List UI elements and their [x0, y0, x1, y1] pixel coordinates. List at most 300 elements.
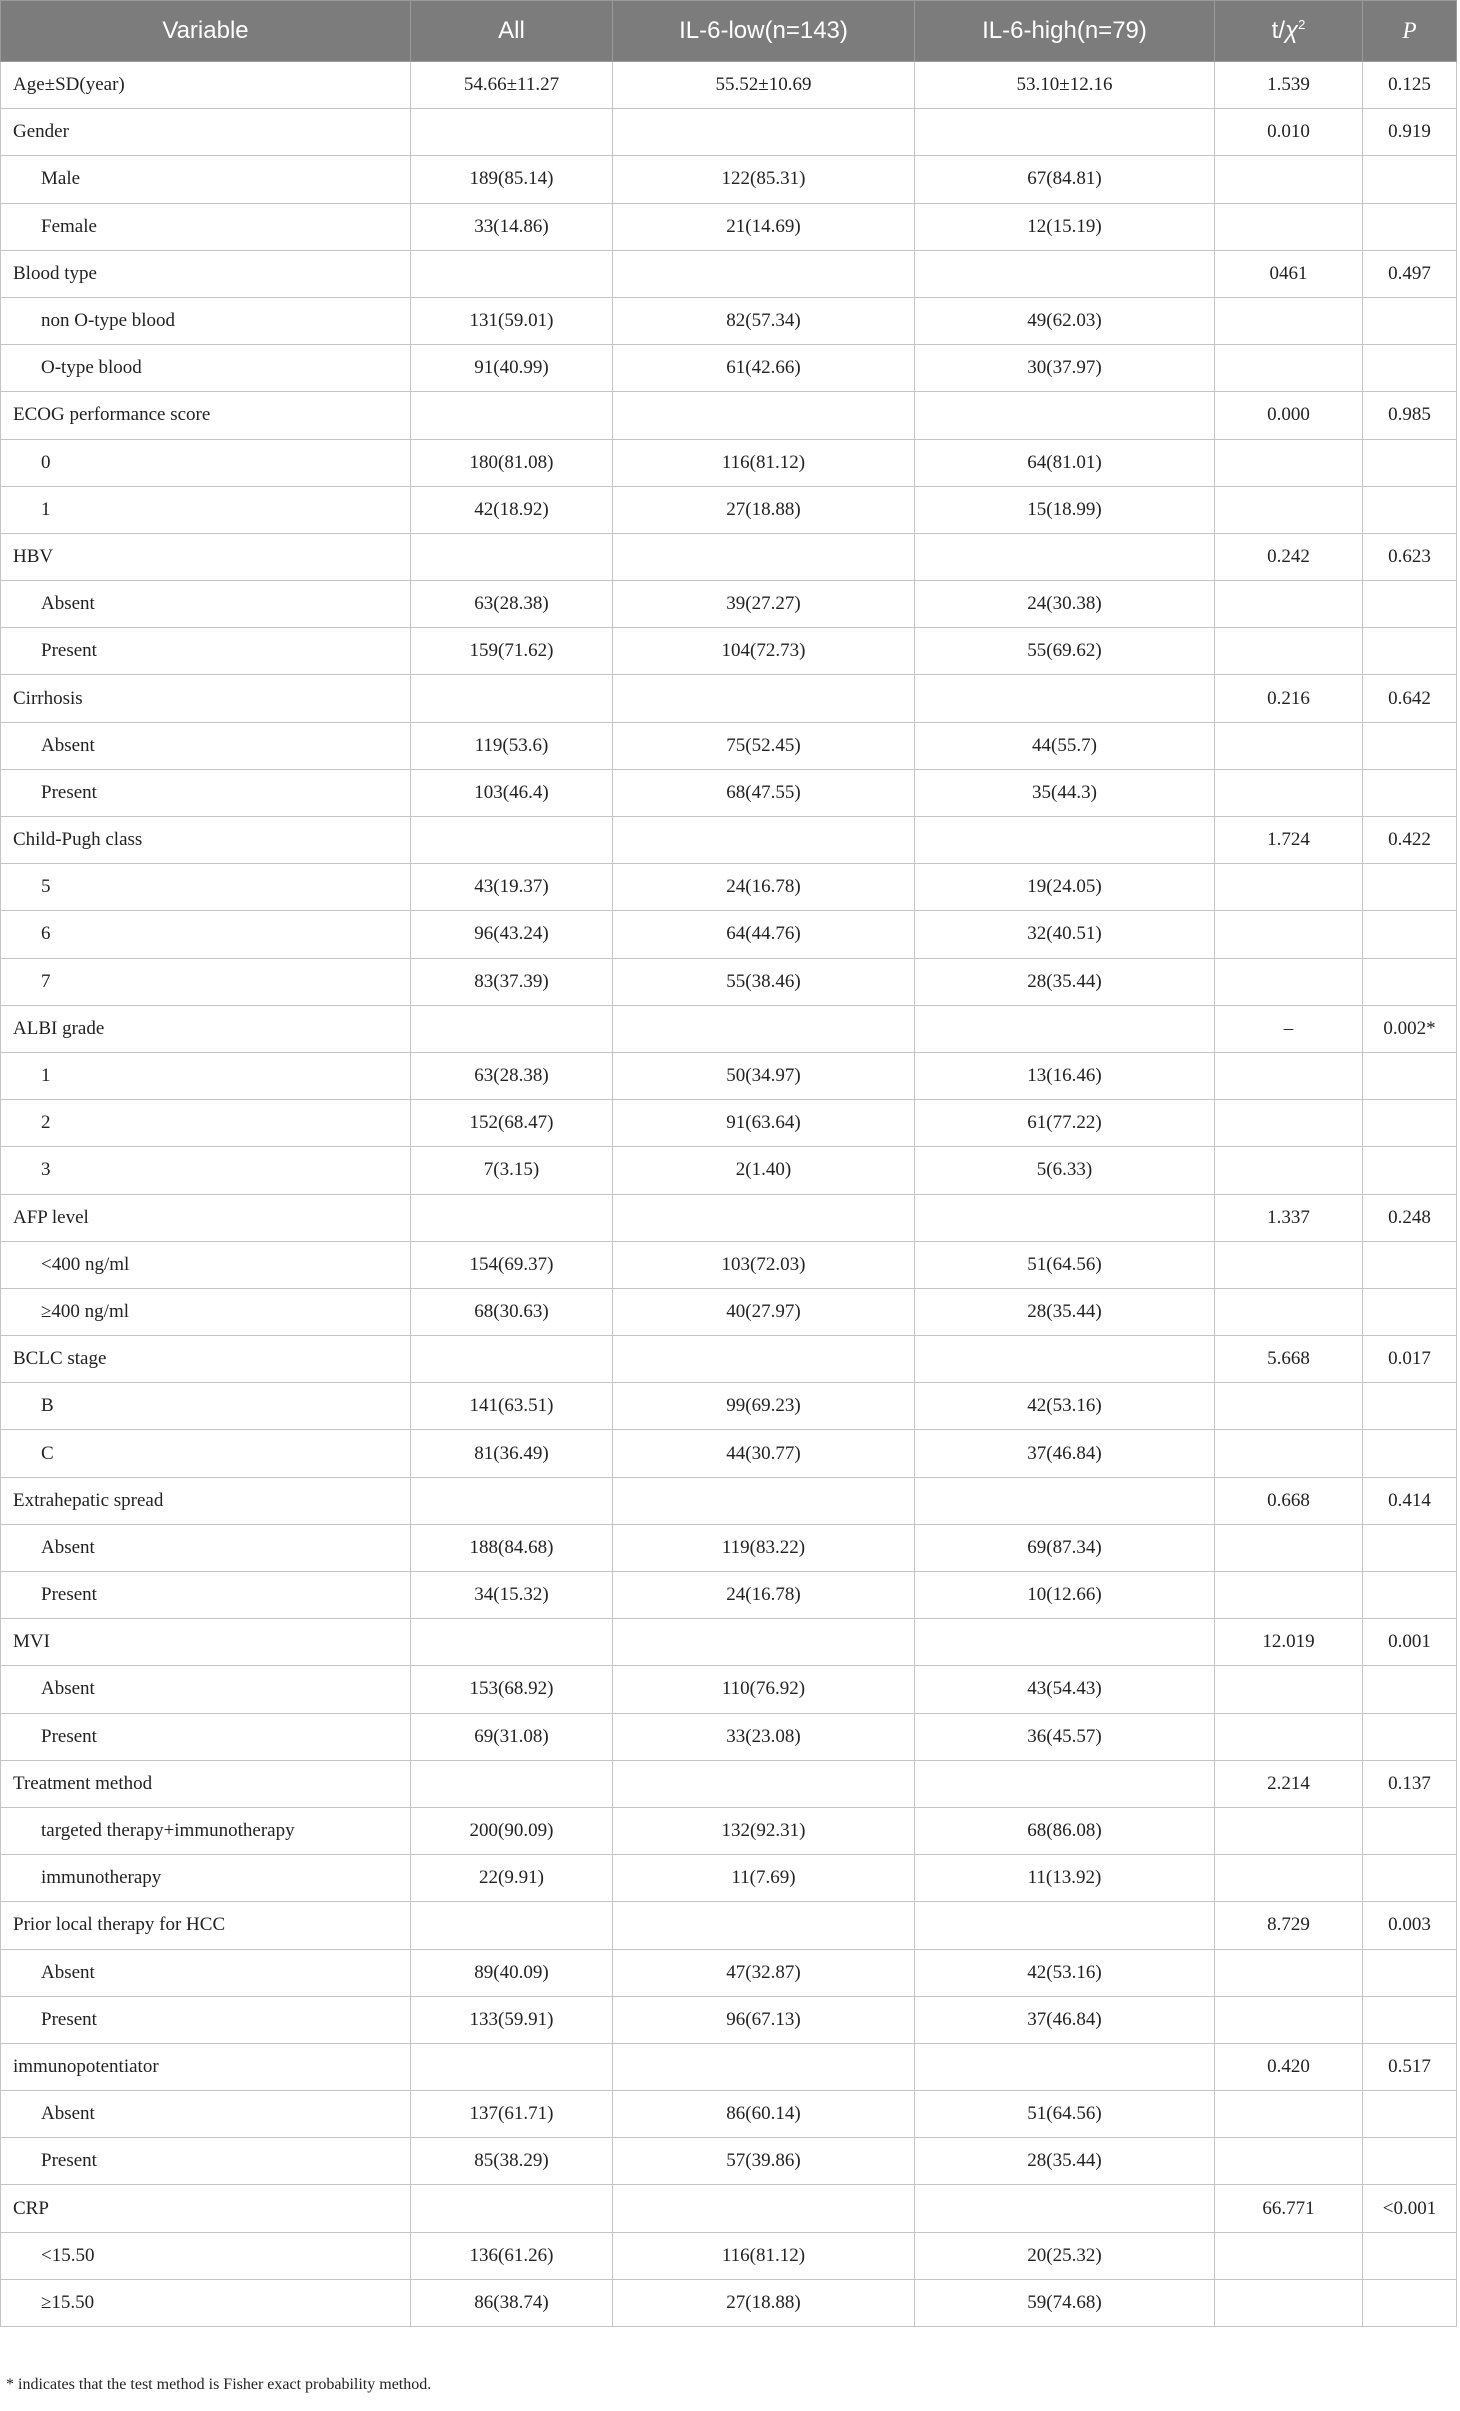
table-row [1, 1572, 1457, 1619]
cell-all: 68(30.63) [411, 1288, 613, 1335]
cell-test-statistic [1215, 911, 1363, 958]
cell-all [411, 1902, 613, 1949]
cell-test-statistic [1215, 1855, 1363, 1902]
cell-all: 200(90.09) [411, 1807, 613, 1854]
table-row [1, 1524, 1457, 1571]
table-row [1, 345, 1457, 392]
cell-il6-low: 33(23.08) [613, 1713, 915, 1760]
cell-il6-low: 86(60.14) [613, 2091, 915, 2138]
cell-test-statistic [1215, 2232, 1363, 2279]
cell-all: 153(68.92) [411, 1666, 613, 1713]
cell-variable: AFP level [1, 1194, 411, 1241]
cell-variable: Absent [1, 1524, 411, 1571]
cell-p-value [1363, 581, 1457, 628]
cell-il6-low: 110(76.92) [613, 1666, 915, 1713]
cell-il6-low: 55(38.46) [613, 958, 915, 1005]
cell-variable: ≥15.50 [1, 2279, 411, 2326]
cell-test-statistic [1215, 2279, 1363, 2326]
cell-all [411, 1619, 613, 1666]
cell-il6-high: 19(24.05) [915, 864, 1215, 911]
cell-il6-low [613, 533, 915, 580]
cell-il6-high [915, 2043, 1215, 2090]
cell-p-value: 0.642 [1363, 675, 1457, 722]
table-row [1, 156, 1457, 203]
table-row [1, 1005, 1457, 1052]
cell-variable: Present [1, 1996, 411, 2043]
cell-il6-low: 119(83.22) [613, 1524, 915, 1571]
table-row [1, 1949, 1457, 1996]
cell-p-value [1363, 864, 1457, 911]
cell-all: 89(40.09) [411, 1949, 613, 1996]
cell-p-value [1363, 911, 1457, 958]
cell-il6-low: 68(47.55) [613, 769, 915, 816]
cell-il6-high: 13(16.46) [915, 1052, 1215, 1099]
cell-all: 85(38.29) [411, 2138, 613, 2185]
cell-il6-low: 116(81.12) [613, 2232, 915, 2279]
cell-variable: Present [1, 769, 411, 816]
cell-test-statistic [1215, 345, 1363, 392]
cell-variable: CRP [1, 2185, 411, 2232]
cell-all [411, 1336, 613, 1383]
header-p-value: P [1363, 1, 1457, 62]
cell-test-statistic [1215, 1430, 1363, 1477]
cell-all: 159(71.62) [411, 628, 613, 675]
cell-il6-low: 40(27.97) [613, 1288, 915, 1335]
cell-variable: 0 [1, 439, 411, 486]
table-row [1, 675, 1457, 722]
cell-il6-high [915, 817, 1215, 864]
cell-all: 91(40.99) [411, 345, 613, 392]
table-row [1, 1760, 1457, 1807]
cell-il6-high: 36(45.57) [915, 1713, 1215, 1760]
cell-p-value [1363, 628, 1457, 675]
cell-p-value: 0.017 [1363, 1336, 1457, 1383]
header-row [1, 1, 1457, 62]
cell-il6-high: 32(40.51) [915, 911, 1215, 958]
cell-il6-high: 12(15.19) [915, 203, 1215, 250]
cell-variable: Gender [1, 109, 411, 156]
cell-all: 154(69.37) [411, 1241, 613, 1288]
cell-variable: Present [1, 628, 411, 675]
cell-il6-high: 10(12.66) [915, 1572, 1215, 1619]
cell-il6-high [915, 533, 1215, 580]
header-all: All [411, 1, 613, 62]
table-row [1, 1194, 1457, 1241]
cell-il6-high: 64(81.01) [915, 439, 1215, 486]
table-row [1, 2185, 1457, 2232]
cell-test-statistic: 5.668 [1215, 1336, 1363, 1383]
cell-variable: 7 [1, 958, 411, 1005]
table-row [1, 1288, 1457, 1335]
cell-p-value: 0.517 [1363, 2043, 1457, 2090]
cell-il6-high [915, 1619, 1215, 1666]
cell-p-value [1363, 1100, 1457, 1147]
cell-all [411, 250, 613, 297]
cell-p-value [1363, 958, 1457, 1005]
cell-il6-low: 50(34.97) [613, 1052, 915, 1099]
cell-p-value [1363, 1241, 1457, 1288]
cell-p-value: 0.623 [1363, 533, 1457, 580]
cell-variable: Blood type [1, 250, 411, 297]
cell-il6-high: 42(53.16) [915, 1949, 1215, 1996]
cell-il6-low [613, 1619, 915, 1666]
cell-il6-high [915, 109, 1215, 156]
cell-all: 119(53.6) [411, 722, 613, 769]
cell-all: 96(43.24) [411, 911, 613, 958]
cell-il6-high [915, 392, 1215, 439]
cell-il6-low: 21(14.69) [613, 203, 915, 250]
cell-p-value [1363, 1052, 1457, 1099]
cell-il6-high: 44(55.7) [915, 722, 1215, 769]
cell-all: 54.66±11.27 [411, 62, 613, 109]
cell-p-value [1363, 1572, 1457, 1619]
cell-il6-low: 104(72.73) [613, 628, 915, 675]
table-header [1, 1, 1457, 62]
cell-all [411, 1477, 613, 1524]
cell-test-statistic [1215, 864, 1363, 911]
cell-test-statistic: 0.668 [1215, 1477, 1363, 1524]
cell-test-statistic [1215, 1666, 1363, 1713]
cell-p-value [1363, 439, 1457, 486]
cell-il6-low [613, 2043, 915, 2090]
cell-test-statistic: 0.420 [1215, 2043, 1363, 2090]
cell-il6-high: 59(74.68) [915, 2279, 1215, 2326]
cell-p-value [1363, 203, 1457, 250]
cell-p-value [1363, 345, 1457, 392]
cell-variable: 5 [1, 864, 411, 911]
cell-il6-high: 28(35.44) [915, 2138, 1215, 2185]
cell-il6-high: 43(54.43) [915, 1666, 1215, 1713]
table-row [1, 1147, 1457, 1194]
cell-test-statistic: – [1215, 1005, 1363, 1052]
cell-variable: 1 [1, 486, 411, 533]
cell-all: 33(14.86) [411, 203, 613, 250]
cell-test-statistic: 0461 [1215, 250, 1363, 297]
cell-test-statistic [1215, 2138, 1363, 2185]
cell-all: 69(31.08) [411, 1713, 613, 1760]
cell-il6-low [613, 675, 915, 722]
cell-all: 188(84.68) [411, 1524, 613, 1571]
cell-all: 133(59.91) [411, 1996, 613, 2043]
cell-test-statistic: 0.000 [1215, 392, 1363, 439]
cell-variable: B [1, 1383, 411, 1430]
cell-il6-low [613, 2185, 915, 2232]
cell-test-statistic [1215, 1807, 1363, 1854]
cell-test-statistic [1215, 156, 1363, 203]
cell-p-value [1363, 1713, 1457, 1760]
table-row [1, 958, 1457, 1005]
cell-il6-low: 44(30.77) [613, 1430, 915, 1477]
cell-test-statistic: 66.771 [1215, 2185, 1363, 2232]
cell-variable: Absent [1, 2091, 411, 2138]
cell-il6-low [613, 109, 915, 156]
cell-test-statistic [1215, 1147, 1363, 1194]
cell-p-value: 0.985 [1363, 392, 1457, 439]
cell-p-value [1363, 2279, 1457, 2326]
cell-variable: 2 [1, 1100, 411, 1147]
cell-il6-low [613, 1902, 915, 1949]
cell-il6-high: 30(37.97) [915, 345, 1215, 392]
table-body [1, 62, 1457, 2327]
cell-test-statistic [1215, 1100, 1363, 1147]
table-row [1, 1666, 1457, 1713]
cell-test-statistic: 1.724 [1215, 817, 1363, 864]
cell-test-statistic [1215, 439, 1363, 486]
table-row [1, 1241, 1457, 1288]
cell-il6-low: 96(67.13) [613, 1996, 915, 2043]
cell-all [411, 109, 613, 156]
table-row [1, 1430, 1457, 1477]
cell-il6-low: 132(92.31) [613, 1807, 915, 1854]
cell-il6-high [915, 2185, 1215, 2232]
table-row [1, 1996, 1457, 2043]
cell-test-statistic [1215, 1996, 1363, 2043]
header-il6-low: IL-6-low(n=143) [613, 1, 915, 62]
cell-all [411, 392, 613, 439]
cell-all [411, 1194, 613, 1241]
cell-il6-high: 24(30.38) [915, 581, 1215, 628]
cell-p-value [1363, 486, 1457, 533]
cell-il6-high: 37(46.84) [915, 1430, 1215, 1477]
cell-all: 86(38.74) [411, 2279, 613, 2326]
cell-p-value: 0.414 [1363, 1477, 1457, 1524]
cell-variable: BCLC stage [1, 1336, 411, 1383]
cell-test-statistic [1215, 203, 1363, 250]
cell-p-value: 0.002* [1363, 1005, 1457, 1052]
cell-il6-low: 39(27.27) [613, 581, 915, 628]
table-row [1, 581, 1457, 628]
cell-p-value [1363, 156, 1457, 203]
cell-p-value [1363, 769, 1457, 816]
table-row [1, 1807, 1457, 1854]
table-row [1, 1713, 1457, 1760]
cell-variable: immunopotentiator [1, 2043, 411, 2090]
cell-test-statistic [1215, 1052, 1363, 1099]
cell-il6-low [613, 1194, 915, 1241]
cell-all [411, 533, 613, 580]
table-row [1, 769, 1457, 816]
cell-il6-low [613, 1336, 915, 1383]
cell-all: 81(36.49) [411, 1430, 613, 1477]
cell-il6-high: 28(35.44) [915, 1288, 1215, 1335]
cell-il6-high: 37(46.84) [915, 1996, 1215, 2043]
cell-il6-low [613, 250, 915, 297]
table-row [1, 1477, 1457, 1524]
cell-all [411, 675, 613, 722]
cell-variable: C [1, 1430, 411, 1477]
cell-variable: Cirrhosis [1, 675, 411, 722]
cell-variable: Absent [1, 1949, 411, 1996]
cell-test-statistic [1215, 486, 1363, 533]
cell-p-value [1363, 1147, 1457, 1194]
cell-variable: Child-Pugh class [1, 817, 411, 864]
cell-test-statistic: 12.019 [1215, 1619, 1363, 1666]
cell-variable: Extrahepatic spread [1, 1477, 411, 1524]
cell-il6-high [915, 1902, 1215, 1949]
table-row [1, 817, 1457, 864]
cell-test-statistic: 1.539 [1215, 62, 1363, 109]
cell-p-value [1363, 297, 1457, 344]
cell-p-value: 0.003 [1363, 1902, 1457, 1949]
cell-test-statistic [1215, 297, 1363, 344]
cell-test-statistic [1215, 1949, 1363, 1996]
cell-il6-low [613, 392, 915, 439]
cell-il6-low [613, 1005, 915, 1052]
cell-test-statistic: 0.242 [1215, 533, 1363, 580]
cell-variable: Present [1, 1572, 411, 1619]
cell-test-statistic: 0.010 [1215, 109, 1363, 156]
cell-variable: Male [1, 156, 411, 203]
table-row [1, 439, 1457, 486]
cell-p-value [1363, 2138, 1457, 2185]
cell-p-value [1363, 1524, 1457, 1571]
table-row [1, 864, 1457, 911]
cell-il6-high: 35(44.3) [915, 769, 1215, 816]
cell-all: 180(81.08) [411, 439, 613, 486]
cell-p-value [1363, 1855, 1457, 1902]
cell-il6-low: 24(16.78) [613, 1572, 915, 1619]
table-row [1, 2138, 1457, 2185]
table-row [1, 1100, 1457, 1147]
cell-variable: ≥400 ng/ml [1, 1288, 411, 1335]
cell-test-statistic: 1.337 [1215, 1194, 1363, 1241]
cell-il6-low: 27(18.88) [613, 486, 915, 533]
cell-p-value: 0.125 [1363, 62, 1457, 109]
cell-il6-low: 2(1.40) [613, 1147, 915, 1194]
header-stat-sup: 2 [1298, 17, 1306, 32]
cell-il6-low: 24(16.78) [613, 864, 915, 911]
header-stat-chi: χ [1285, 17, 1299, 44]
cell-all: 189(85.14) [411, 156, 613, 203]
table-row [1, 722, 1457, 769]
cell-il6-high [915, 1336, 1215, 1383]
cell-all: 136(61.26) [411, 2232, 613, 2279]
cell-p-value [1363, 1666, 1457, 1713]
table-row [1, 1902, 1457, 1949]
cell-all: 141(63.51) [411, 1383, 613, 1430]
cell-variable: targeted therapy+immunotherapy [1, 1807, 411, 1854]
cell-p-value [1363, 722, 1457, 769]
cell-il6-low [613, 817, 915, 864]
table-row [1, 2091, 1457, 2138]
cell-all [411, 817, 613, 864]
cell-il6-high [915, 250, 1215, 297]
cell-il6-high: 42(53.16) [915, 1383, 1215, 1430]
cell-p-value: 0.001 [1363, 1619, 1457, 1666]
table-row [1, 486, 1457, 533]
cell-il6-low: 82(57.34) [613, 297, 915, 344]
cell-il6-high [915, 1005, 1215, 1052]
cell-p-value: 0.137 [1363, 1760, 1457, 1807]
cell-il6-low: 103(72.03) [613, 1241, 915, 1288]
cell-all [411, 2185, 613, 2232]
cell-il6-high: 51(64.56) [915, 2091, 1215, 2138]
cell-il6-low: 64(44.76) [613, 911, 915, 958]
table-row [1, 1383, 1457, 1430]
cell-variable: Present [1, 1713, 411, 1760]
cell-il6-low: 27(18.88) [613, 2279, 915, 2326]
table-row [1, 392, 1457, 439]
cell-variable: 6 [1, 911, 411, 958]
cell-all: 42(18.92) [411, 486, 613, 533]
cell-p-value: 0.497 [1363, 250, 1457, 297]
table-row [1, 1619, 1457, 1666]
cell-all [411, 1760, 613, 1807]
cell-test-statistic: 0.216 [1215, 675, 1363, 722]
cell-p-value: 0.248 [1363, 1194, 1457, 1241]
cell-test-statistic [1215, 958, 1363, 1005]
cell-variable: <400 ng/ml [1, 1241, 411, 1288]
cell-variable: Female [1, 203, 411, 250]
table-footnote: * indicates that the test method is Fisher exact probability method. [6, 2376, 432, 2393]
cell-all: 7(3.15) [411, 1147, 613, 1194]
cell-il6-low [613, 1477, 915, 1524]
cell-test-statistic [1215, 722, 1363, 769]
cell-all: 43(19.37) [411, 864, 613, 911]
cell-il6-high: 49(62.03) [915, 297, 1215, 344]
cell-test-statistic [1215, 1524, 1363, 1571]
cell-p-value: <0.001 [1363, 2185, 1457, 2232]
cell-all: 137(61.71) [411, 2091, 613, 2138]
cell-all: 34(15.32) [411, 1572, 613, 1619]
header-variable: Variable [1, 1, 411, 62]
cell-test-statistic [1215, 628, 1363, 675]
table-row [1, 1052, 1457, 1099]
cell-il6-high: 5(6.33) [915, 1147, 1215, 1194]
cell-all: 103(46.4) [411, 769, 613, 816]
cell-p-value [1363, 1996, 1457, 2043]
cell-test-statistic [1215, 1241, 1363, 1288]
cell-variable: Present [1, 2138, 411, 2185]
cell-all: 63(28.38) [411, 1052, 613, 1099]
cell-il6-low: 75(52.45) [613, 722, 915, 769]
cell-all: 152(68.47) [411, 1100, 613, 1147]
cell-test-statistic [1215, 581, 1363, 628]
header-il6-high: IL-6-high(n=79) [915, 1, 1215, 62]
cell-p-value [1363, 1949, 1457, 1996]
cell-il6-high: 61(77.22) [915, 1100, 1215, 1147]
cell-p-value [1363, 2232, 1457, 2279]
cell-variable: 3 [1, 1147, 411, 1194]
cell-test-statistic [1215, 2091, 1363, 2138]
cell-variable: Absent [1, 1666, 411, 1713]
table-row [1, 1336, 1457, 1383]
cell-test-statistic: 8.729 [1215, 1902, 1363, 1949]
cell-test-statistic [1215, 1572, 1363, 1619]
cell-il6-high [915, 1760, 1215, 1807]
cell-variable: HBV [1, 533, 411, 580]
cell-p-value [1363, 2091, 1457, 2138]
cell-il6-high: 68(86.08) [915, 1807, 1215, 1854]
cell-all: 22(9.91) [411, 1855, 613, 1902]
cell-il6-high: 55(69.62) [915, 628, 1215, 675]
cell-il6-low: 116(81.12) [613, 439, 915, 486]
cell-all [411, 1005, 613, 1052]
table-row [1, 62, 1457, 109]
cell-all: 131(59.01) [411, 297, 613, 344]
cell-test-statistic [1215, 1713, 1363, 1760]
cell-il6-high: 69(87.34) [915, 1524, 1215, 1571]
table-row [1, 109, 1457, 156]
cell-variable: ECOG performance score [1, 392, 411, 439]
cell-il6-low: 47(32.87) [613, 1949, 915, 1996]
cell-variable: Treatment method [1, 1760, 411, 1807]
cell-variable: O-type blood [1, 345, 411, 392]
cell-il6-high: 51(64.56) [915, 1241, 1215, 1288]
header-stat-t: t/ [1271, 17, 1285, 44]
cell-test-statistic [1215, 1383, 1363, 1430]
cell-variable: non O-type blood [1, 297, 411, 344]
